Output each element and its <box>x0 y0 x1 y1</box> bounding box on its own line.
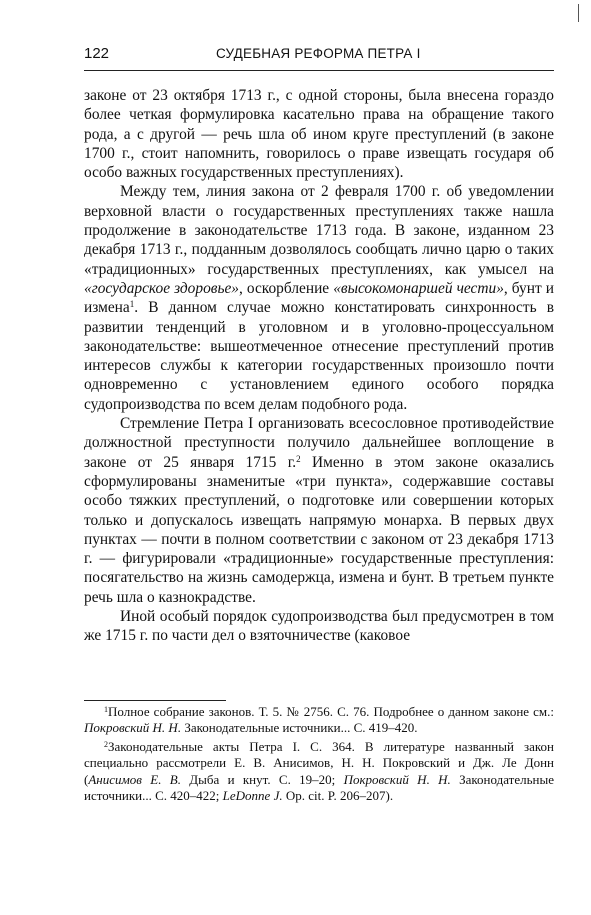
footnote-marker: 2 <box>296 453 301 464</box>
footnote-2 <box>84 739 554 805</box>
text-run: Полное собрание законов. Т. 5. № 2756. С. 76. Подробнее о данном законе см.: <box>108 704 554 719</box>
footnote-marker: 1 <box>104 705 108 714</box>
emphasis-text: Анисимов Е. В. <box>88 771 181 787</box>
running-header <box>84 44 554 66</box>
header-rule <box>84 70 554 71</box>
page-number: 122 <box>84 45 110 62</box>
footnote-marker: 1 <box>129 299 135 310</box>
emphasis-text: Покровский Н. Н. <box>84 720 182 736</box>
footnote-marker: 2 <box>104 739 108 749</box>
text-run: Между тем, линия закона от 2 февраля 1700 г. об уведомлении верховной власти о государственных преступлениях также нашла продолжение в законодательстве 1713 года. В законе, изданном 23 декабря 1713 г., подданным дозволялось сообщать лично царю о таких «традиционных» государственных преступлениях, как умысел на <box>84 183 554 278</box>
text-run: , бунт и измена <box>84 279 554 317</box>
text-run: Именно в этом законе оказались сформулированы знаменитые «три пункта», содержавшие составы особо тяжких преступлений, о подготовке или совершении которых только и допускалось извещать напрямую монарха. В первых двух пунктах — почти в полном соответствии с законом от 23 декабря 1713 г. — фигурировали «традиционные» государственные преступления: посягательство на жизнь самодержца, измена и бунт. В третьем пункте речь шла о казнокрадстве. <box>84 453 554 606</box>
emphasis-text: «государское здоровье» <box>84 279 239 297</box>
paragraph-4 <box>84 607 554 646</box>
paragraph-2 <box>84 182 554 414</box>
emphasis-text: «высокомонаршей чести» <box>333 279 504 297</box>
text-run: законе от 23 октября 1713 г., с одной стороны, была внесена гораздо более четкая формулировка касательно права на обращение такого рода, а с другой — речь шла об ином круге преступлений (в законе 1700 г., стоит напомнить, говорилось о праве извещать государя об особо важных государственных преступлениях). <box>84 87 554 182</box>
emphasis-text: Покровский Н. Н. <box>343 771 451 787</box>
text-run: Законодательные источники... С. 420–422; <box>84 771 554 804</box>
footnote-1 <box>84 704 554 737</box>
main-text <box>84 86 554 646</box>
text-run: Иной особый порядок судопроизводства был предусмотрен в том же 1715 г. по части дел о взяточничестве (каковое <box>84 608 554 645</box>
text-run: Op. cit. P. 206–207). <box>282 788 394 804</box>
text-run: Законодательные акты Петра I. С. 364. В литературе названный закон специально рассмотрели Е. В. Анисимов, Н. Н. Покровский и Дж. Ле Донн ( <box>84 738 554 787</box>
text-run: , оскорбление <box>238 279 334 297</box>
text-run: Стремление Петра I организовать всесословное противодействие должностной преступности получило дальнейшее воплощение в законе от 25 января 1715 г. <box>84 415 554 471</box>
paragraph-1 <box>84 86 554 182</box>
running-title: СУДЕБНАЯ РЕФОРМА ПЕТРА I <box>216 46 421 61</box>
scan-edge-mark <box>578 4 581 22</box>
text-run: . В данном случае можно констатировать синхронность в развитии тенденций в уголовном и в уголовно-процессуальном законодательстве: вышеотмеченное отнесение преступлений против интересов службы к категории государственных произошло почти одновременно с установлением единого особого порядка судопроизводства по всем делам подобного рода. <box>84 299 554 413</box>
paragraph-3 <box>84 414 554 607</box>
emphasis-text: LeDonne J. <box>222 788 283 804</box>
footnote-separator <box>84 700 226 701</box>
text-run: Дыба и кнут. С. 19–20; <box>180 771 344 787</box>
footnotes <box>84 704 554 806</box>
text-run: Законодательные источники... С. 419–420. <box>181 720 418 736</box>
